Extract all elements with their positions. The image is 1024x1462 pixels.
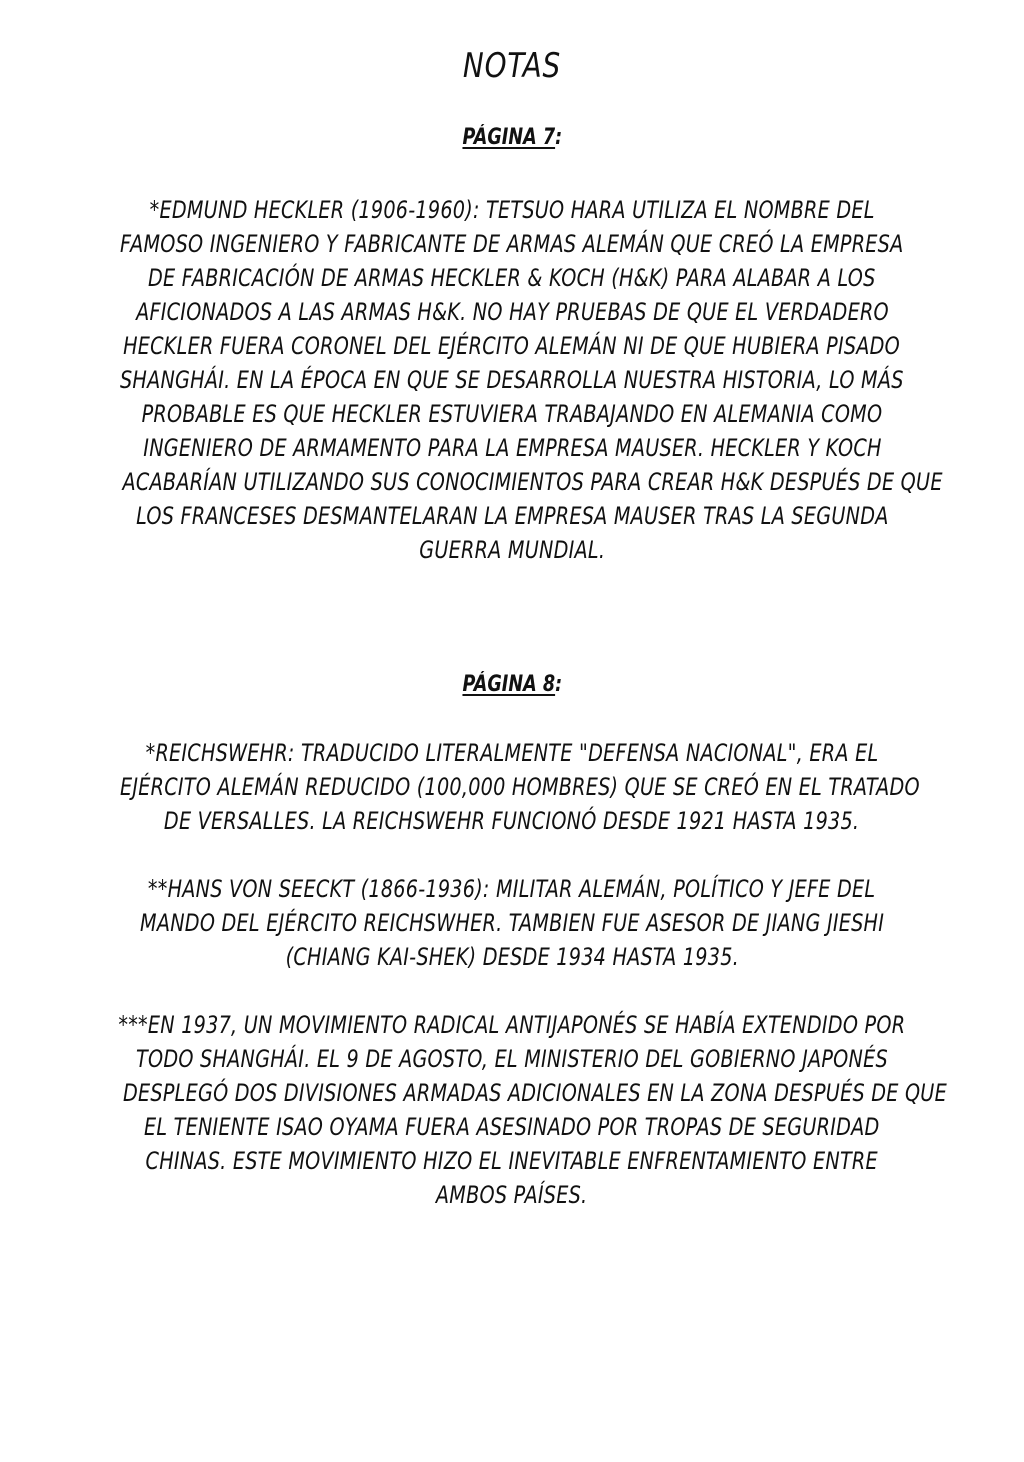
note-line: TODO SHANGHÁI. EL 9 DE AGOSTO, EL MINISTERIO DEL GOBIERNO JAPONÉS	[136, 1045, 888, 1073]
section-heading-pagina-8	[0, 671, 1024, 699]
section-heading-pagina-7	[0, 124, 1024, 152]
note-line: INGENIERO DE ARMAMENTO PARA LA EMPRESA MAUSER. HECKLER Y KOCH	[142, 434, 882, 462]
note-line: *EDMUND HECKLER (1906-1960): TETSUO HARA UTILIZA EL NOMBRE DEL	[149, 196, 875, 224]
note-reichswehr	[20, 736, 1004, 838]
page-title: NOTAS	[462, 46, 562, 86]
note-line: PROBABLE ES QUE HECKLER ESTUVIERA TRABAJANDO EN ALEMANIA COMO	[141, 400, 883, 428]
section-heading-colon: :	[554, 125, 562, 150]
section-heading-label: PÁGINA 8	[462, 672, 555, 697]
note-line: EL TENIENTE ISAO OYAMA FUERA ASESINADO POR TROPAS DE SEGURIDAD	[144, 1113, 880, 1141]
note-line: DESPLEGÓ DOS DIVISIONES ARMADAS ADICIONALES EN LA ZONA DESPUÉS DE QUE	[122, 1079, 947, 1107]
note-line: ACABARÍAN UTILIZANDO SUS CONOCIMIENTOS PARA CREAR H&K DESPUÉS DE QUE	[122, 468, 943, 496]
note-line: MANDO DEL EJÉRCITO REICHSWHER. TAMBIEN FUE ASESOR DE JIANG JIESHI	[139, 909, 885, 937]
section-heading-label: PÁGINA 7	[462, 125, 555, 150]
note-line: ***EN 1937, UN MOVIMIENTO RADICAL ANTIJAPONÉS SE HABÍA EXTENDIDO POR	[118, 1011, 906, 1039]
note-line: AMBOS PAÍSES.	[436, 1181, 588, 1209]
section-heading-colon: :	[554, 672, 562, 697]
note-edmund-heckler	[20, 193, 1004, 567]
note-line: (CHIANG KAI-SHEK) DESDE 1934 HASTA 1935.	[285, 943, 739, 971]
note-line: DE FABRICACIÓN DE ARMAS HECKLER & KOCH (H&K) PARA ALABAR A LOS	[148, 264, 876, 292]
note-line: SHANGHÁI. EN LA ÉPOCA EN QUE SE DESARROLLA NUESTRA HISTORIA, LO MÁS	[120, 366, 904, 394]
note-line: CHINAS. ESTE MOVIMIENTO HIZO EL INEVITABLE ENFRENTAMIENTO ENTRE	[145, 1147, 879, 1175]
note-line: *REICHSWEHR: TRADUCIDO LITERALMENTE "DEFENSA NACIONAL", ERA EL	[145, 739, 879, 767]
note-hans-von-seeckt	[20, 872, 1004, 974]
note-line: GUERRA MUNDIAL.	[419, 536, 605, 564]
note-line: DE VERSALLES. LA REICHSWEHR FUNCIONÓ DESDE 1921 HASTA 1935.	[164, 807, 860, 835]
note-shanghai-1937	[20, 1008, 1004, 1212]
note-line: LOS FRANCESES DESMANTELARAN LA EMPRESA MAUSER TRAS LA SEGUNDA	[135, 502, 889, 530]
note-line: HECKLER FUERA CORONEL DEL EJÉRCITO ALEMÁN NI DE QUE HUBIERA PISADO	[123, 332, 901, 360]
note-line: **HANS VON SEECKT (1866-1936): MILITAR ALEMÁN, POLÍTICO Y JEFE DEL	[148, 875, 876, 903]
note-line: EJÉRCITO ALEMÁN REDUCIDO (100,000 HOMBRES) QUE SE CREÓ EN EL TRATADO	[119, 773, 920, 801]
note-line: FAMOSO INGENIERO Y FABRICANTE DE ARMAS ALEMÁN QUE CREÓ LA EMPRESA	[120, 230, 904, 258]
note-line: AFICIONADOS A LAS ARMAS H&K. NO HAY PRUEBAS DE QUE EL VERDADERO	[135, 298, 889, 326]
